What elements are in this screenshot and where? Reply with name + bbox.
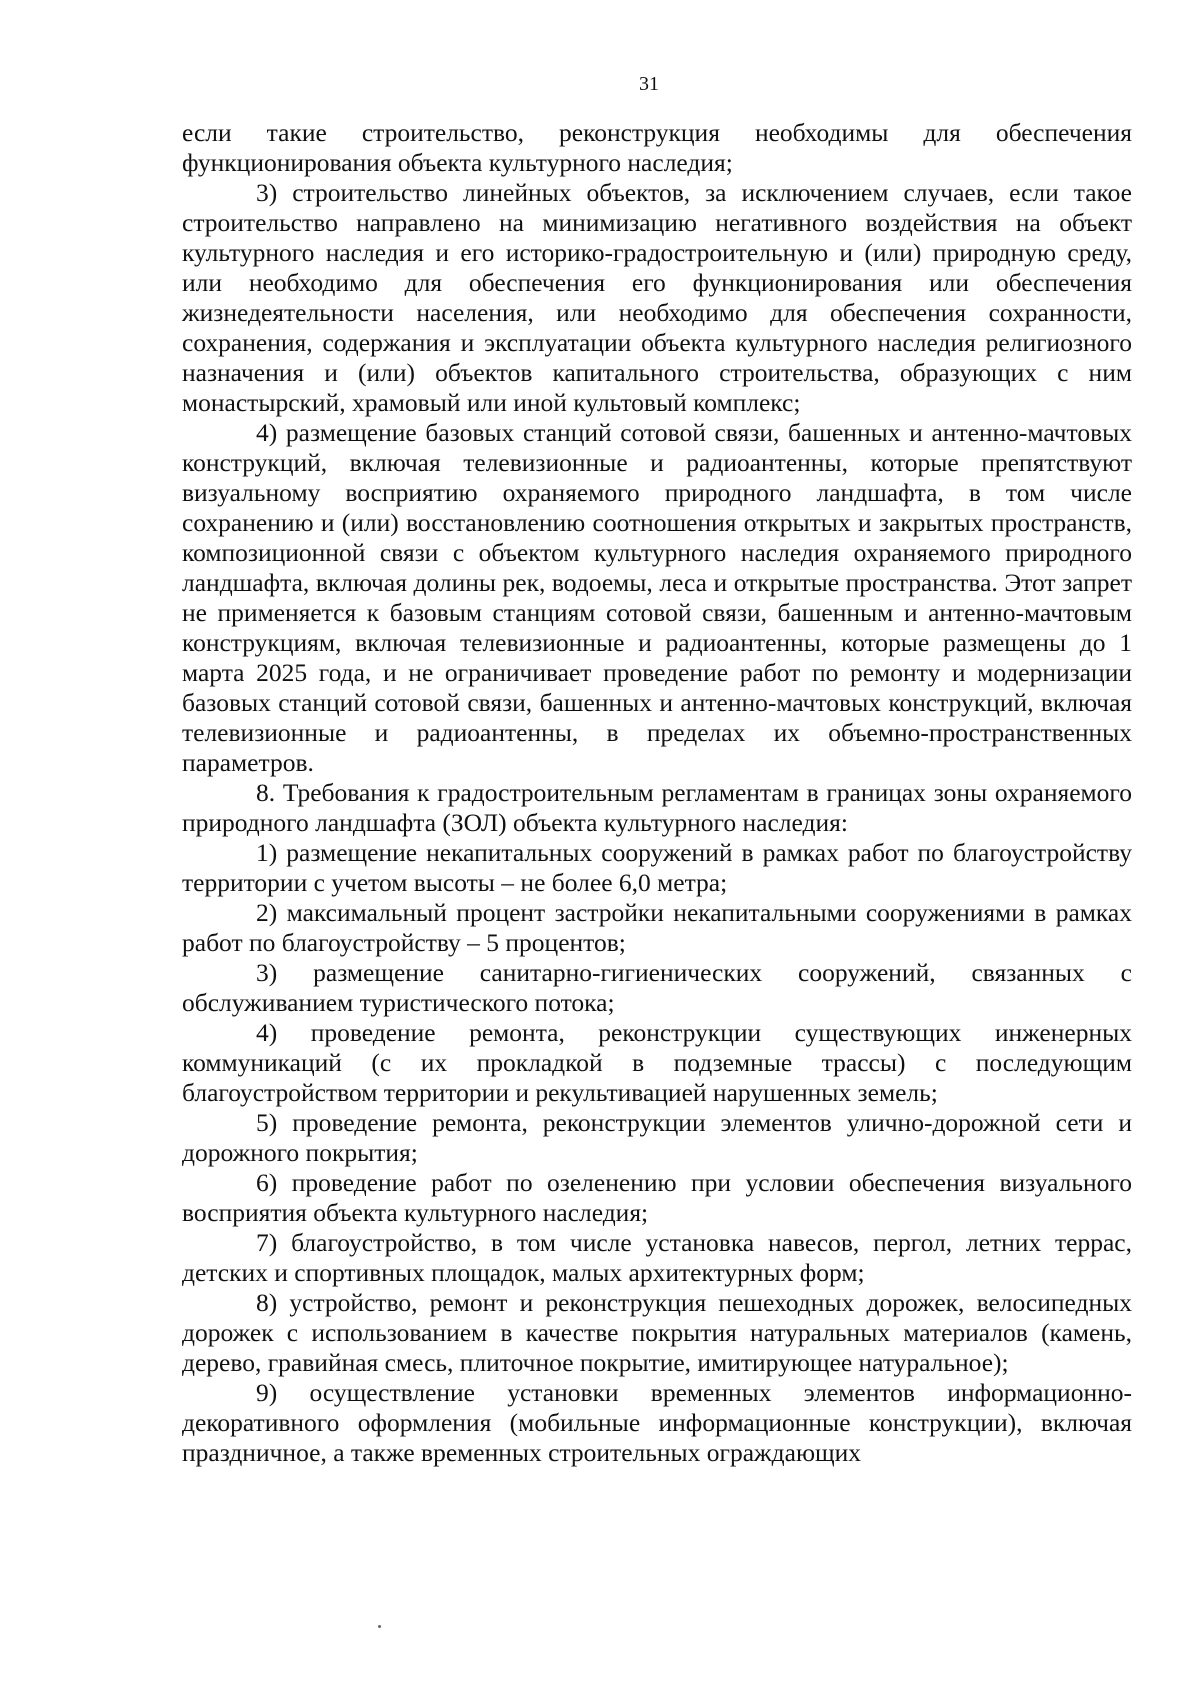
list-item-9: 9) осуществление установки временных элементов информационно-декоративного оформления (мобильные информационные конструкции), включая праздничное, а также временных строительных ограждающих <box>182 1378 1132 1467</box>
paragraph-item-3-linear-objects: 3) строительство линейных объектов, за исключением случаев, если такое строительство направлено на минимизацию негативного воздействия на объект культурного наследия и его историко-градостроительную и (или) природную среду, или необходимо для обеспечения его функционирования или обеспечения жизнедеятельности населения, или необходимо для обеспечения сохранности, сохранения, содержания и эксплуатации объекта культурного наследия религиозного назначения и (или) объектов капитального строительства, образующих с ним монастырский, храмовый или иной культовый комплекс; <box>182 178 1132 417</box>
list-item-4: 4) проведение ремонта, реконструкции существующих инженерных коммуникаций (с их прокладкой в подземные трассы) с последующим благоустройством территории и рекультивацией нарушенных земель; <box>182 1018 1132 1107</box>
list-item-6: 6) проведение работ по озеленению при условии обеспечения визуального восприятия объекта культурного наследия; <box>182 1168 1132 1227</box>
list-item-7: 7) благоустройство, в том числе установка навесов, пергол, летних террас, детских и спортивных площадок, малых архитектурных форм; <box>182 1228 1132 1287</box>
list-item-3: 3) размещение санитарно-гигиенических сооружений, связанных с обслуживанием туристического потока; <box>182 958 1132 1017</box>
list-item-2: 2) максимальный процент застройки некапитальными сооружениями в рамках работ по благоустройству – 5 процентов; <box>182 898 1132 957</box>
section-8-heading: 8. Требования к градостроительным регламентам в границах зоны охраняемого природного ландшафта (ЗОЛ) объекта культурного наследия: <box>182 778 1132 837</box>
paragraph-item-4-base-stations: 4) размещение базовых станций сотовой связи, башенных и антенно-мачтовых конструкций, включая телевизионные и радиоантенны, которые препятствуют визуальному восприятию охраняемого природного ландшафта, в том числе сохранению и (или) восстановлению соотношения открытых и закрытых пространств, композиционной связи с объектом культурного наследия охраняемого природного ландшафта, включая долины рек, водоемы, леса и открытые пространства. Этот запрет не применяется к базовым станциям сотовой связи, башенным и антенно-мачтовым конструкциям, включая телевизионные и радиоантенны, которые размещены до 1 марта 2025 года, и не ограничивает проведение работ по ремонту и модернизации базовых станций сотовой связи, башенных и антенно-мачтовых конструкций, включая телевизионные и радиоантенны, в пределах их объемно-пространственных параметров. <box>182 418 1132 777</box>
scan-speck <box>378 1625 381 1628</box>
document-body <box>182 118 1132 1468</box>
list-item-5: 5) проведение ремонта, реконструкции элементов улично-дорожной сети и дорожного покрытия; <box>182 1108 1132 1167</box>
page-number: 31 <box>639 73 659 95</box>
list-item-1: 1) размещение некапитальных сооружений в рамках работ по благоустройству территории с учетом высоты – не более 6,0 метра; <box>182 838 1132 897</box>
paragraph-continuation: если такие строительство, реконструкция необходимы для обеспечения функционирования объекта культурного наследия; <box>182 118 1132 177</box>
list-item-8: 8) устройство, ремонт и реконструкция пешеходных дорожек, велосипедных дорожек с использованием в качестве покрытия натуральных материалов (камень, дерево, гравийная смесь, плиточное покрытие, имитирующее натуральное); <box>182 1288 1132 1377</box>
